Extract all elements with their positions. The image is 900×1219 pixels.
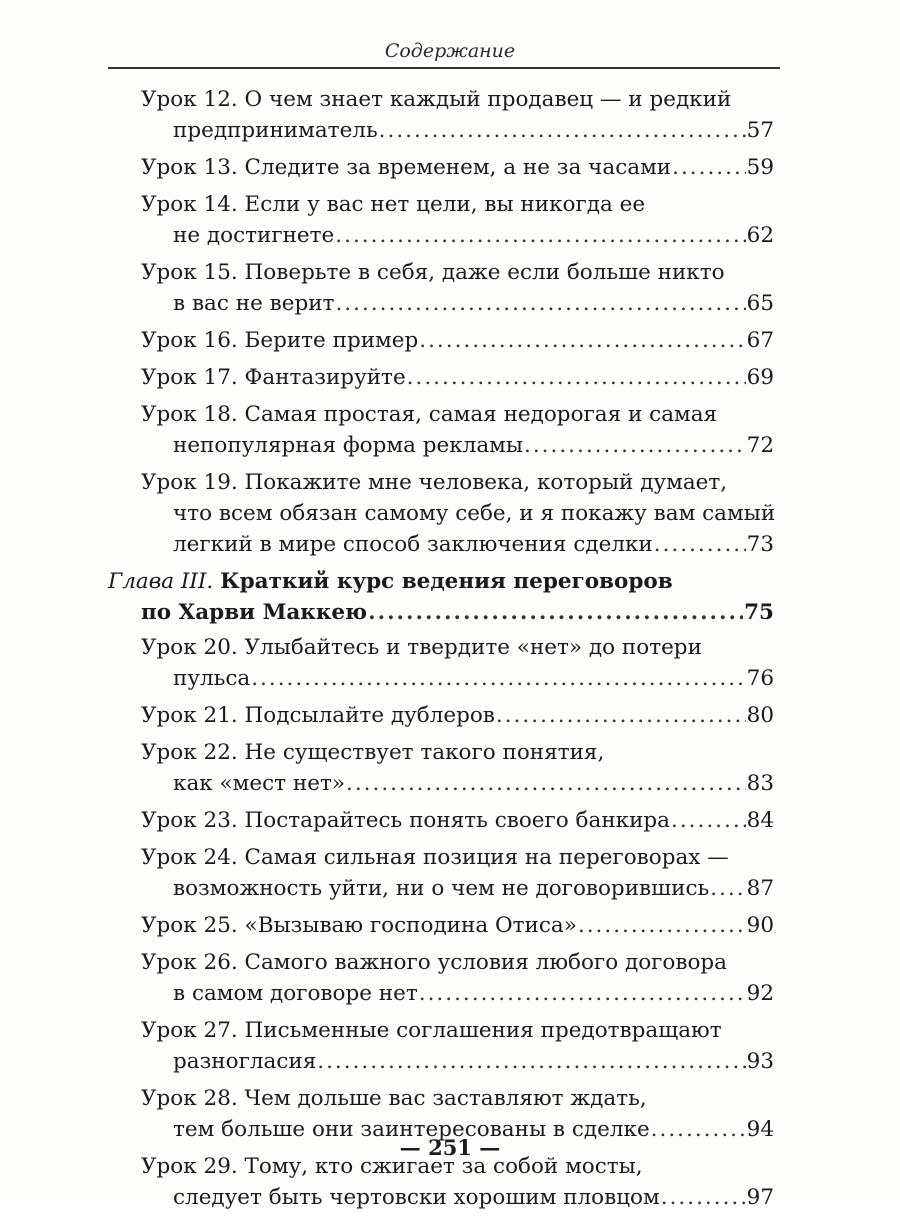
toc-entry-text: пульса xyxy=(173,666,251,691)
toc-line xyxy=(0,189,900,220)
toc-entry-text: Урок 14. Если у вас нет цели, вы никогда ее xyxy=(141,192,646,217)
header-rule xyxy=(108,67,780,69)
toc-entry-text: Урок 12. О чем знает каждый продавец — и редкий xyxy=(141,87,732,112)
toc-page-number: 59 xyxy=(746,155,774,180)
toc-entry-text: не достигнете xyxy=(173,223,335,248)
toc-line xyxy=(0,910,900,941)
toc-entry-text: Урок 24. Самая сильная позиция на переговорах — xyxy=(141,845,729,870)
toc-entry xyxy=(0,399,900,461)
toc-page-number: 76 xyxy=(746,666,774,691)
toc-entry xyxy=(0,947,900,1009)
toc-entry-text: как «мест нет» xyxy=(173,771,345,796)
toc-entry xyxy=(0,1151,900,1213)
toc-entry-text: тем больше они заинтересованы в сделке xyxy=(173,1117,650,1142)
toc-page-number: 97 xyxy=(746,1185,774,1210)
toc-page-number: 94 xyxy=(746,1117,774,1142)
toc-entry-text: возможность уйти, ни о чем не договорившись xyxy=(173,876,710,901)
toc-page-number: 87 xyxy=(746,876,774,901)
toc-entry-text: Урок 19. Покажите мне человека, который думает, xyxy=(141,470,728,495)
toc-page-number: 57 xyxy=(746,118,774,143)
toc-page-number: 62 xyxy=(746,223,774,248)
leader-dots xyxy=(496,700,746,731)
table-of-contents xyxy=(0,84,900,1219)
toc-entry xyxy=(0,325,900,356)
toc-line xyxy=(0,498,900,529)
toc-page-number: 83 xyxy=(746,771,774,796)
toc-page-number: 84 xyxy=(746,808,774,833)
toc-line xyxy=(0,663,900,694)
toc-entry-text: Урок 25. «Вызываю господина Отиса» xyxy=(141,913,577,938)
folio-dash-left: — xyxy=(399,1135,421,1160)
toc-page-number: 80 xyxy=(746,703,774,728)
toc-entry xyxy=(0,842,900,904)
toc-line xyxy=(0,947,900,978)
leader-dots xyxy=(661,1182,746,1213)
toc-chapter xyxy=(0,566,900,628)
toc-entry-text: Урок 29. Тому, кто сжигает за собой мосты, xyxy=(141,1154,643,1179)
toc-entry-text: Урок 21. Подсылайте дублеров xyxy=(141,703,495,728)
toc-line xyxy=(0,842,900,873)
toc-entry-text: Урок 18. Самая простая, самая недорогая и самая xyxy=(141,402,718,427)
toc-entry xyxy=(0,805,900,836)
toc-entry-text: в вас не верит xyxy=(173,291,335,316)
leader-dots xyxy=(524,430,746,461)
toc-page-number: 65 xyxy=(746,291,774,316)
toc-line xyxy=(0,84,900,115)
toc-entry-text: Урок 15. Поверьте в себя, даже если больше никто xyxy=(141,260,725,285)
toc-entry-text: Урок 27. Письменные соглашения предотвращают xyxy=(141,1018,722,1043)
toc-entry xyxy=(0,257,900,319)
chapter-title-cont: по Харви Маккею xyxy=(141,600,368,625)
toc-line xyxy=(0,325,900,356)
toc-line xyxy=(0,399,900,430)
toc-entry xyxy=(0,910,900,941)
leader-dots xyxy=(407,362,746,393)
toc-entry-text: Урок 22. Не существует такого понятия, xyxy=(141,740,605,765)
toc-page-number: 67 xyxy=(746,328,774,353)
leader-dots xyxy=(419,978,746,1009)
toc-entry xyxy=(0,467,900,560)
toc-page-number: 72 xyxy=(746,433,774,458)
leader-dots xyxy=(317,1046,745,1077)
leader-dots xyxy=(251,663,745,694)
toc-entry xyxy=(0,362,900,393)
toc-line xyxy=(0,467,900,498)
leader-dots xyxy=(671,805,746,836)
toc-line xyxy=(0,220,900,251)
toc-page-number: 69 xyxy=(746,365,774,390)
toc-entry xyxy=(0,1015,900,1077)
toc-line xyxy=(0,805,900,836)
chapter-heading xyxy=(108,566,673,597)
toc-entry-text: Урок 23. Постарайтесь понять своего банкира xyxy=(141,808,670,833)
toc-page-number: 75 xyxy=(744,600,774,625)
running-head: Содержание xyxy=(384,40,516,62)
chapter-title: Краткий курс ведения переговоров xyxy=(220,569,673,594)
toc-entry xyxy=(0,189,900,251)
toc-entry-text: в самом договоре нет xyxy=(173,981,418,1006)
toc-entry-text: разногласия xyxy=(173,1049,317,1074)
leader-dots xyxy=(654,529,746,560)
toc-entry-text: предприниматель xyxy=(173,118,378,143)
toc-line xyxy=(0,1083,900,1114)
leader-dots xyxy=(368,597,743,628)
toc-entry xyxy=(0,632,900,694)
toc-line xyxy=(0,430,900,461)
toc-entry-text: Урок 28. Чем дольше вас заставляют ждать, xyxy=(141,1086,647,1111)
toc-entry-text: Урок 13. Следите за временем, а не за часами xyxy=(141,155,672,180)
toc-entry-text: Урок 26. Самого важного условия любого договора xyxy=(141,950,727,975)
toc-page-number: 73 xyxy=(746,532,774,557)
chapter-label: Глава III. xyxy=(108,569,214,594)
toc-line xyxy=(0,1015,900,1046)
leader-dots xyxy=(578,910,746,941)
toc-line xyxy=(0,873,900,904)
toc-entry-text: Урок 17. Фантазируйте xyxy=(141,365,406,390)
toc-line xyxy=(0,362,900,393)
toc-entry-text: легкий в мире способ заключения сделки xyxy=(173,532,653,557)
toc-entry-text: Урок 16. Берите пример xyxy=(141,328,419,353)
leader-dots xyxy=(335,288,745,319)
folio-dash-right: — xyxy=(479,1135,501,1160)
toc-line xyxy=(0,115,900,146)
toc-entry xyxy=(0,700,900,731)
toc-line xyxy=(0,566,900,597)
toc-line xyxy=(0,597,900,628)
leader-dots xyxy=(710,873,745,904)
toc-entry-text: Урок 20. Улыбайтесь и твердите «нет» до потери xyxy=(141,635,702,660)
toc-line xyxy=(0,152,900,183)
toc-line xyxy=(0,700,900,731)
toc-line xyxy=(0,529,900,560)
toc-line xyxy=(0,288,900,319)
toc-entry-text: непопулярная форма рекламы xyxy=(173,433,523,458)
toc-entry xyxy=(0,152,900,183)
leader-dots xyxy=(379,115,746,146)
toc-page-number: 90 xyxy=(746,913,774,938)
page-number xyxy=(0,1135,900,1160)
toc-line xyxy=(0,632,900,663)
leader-dots xyxy=(335,220,745,251)
leader-dots xyxy=(346,768,746,799)
toc-line xyxy=(0,1182,900,1213)
leader-dots xyxy=(419,325,745,356)
toc-line xyxy=(0,737,900,768)
toc-entry-text: следует быть чертовски хорошим пловцом xyxy=(173,1185,660,1210)
folio-number: 251 xyxy=(428,1135,472,1160)
toc-page-number: 92 xyxy=(746,981,774,1006)
toc-page-number: 93 xyxy=(746,1049,774,1074)
toc-line xyxy=(0,768,900,799)
toc-entry-text: что всем обязан самому себе, и я покажу вам самый xyxy=(173,501,776,526)
toc-entry xyxy=(0,737,900,799)
toc-line xyxy=(0,1046,900,1077)
toc-entry xyxy=(0,84,900,146)
toc-line xyxy=(0,978,900,1009)
leader-dots xyxy=(672,152,746,183)
toc-line xyxy=(0,257,900,288)
